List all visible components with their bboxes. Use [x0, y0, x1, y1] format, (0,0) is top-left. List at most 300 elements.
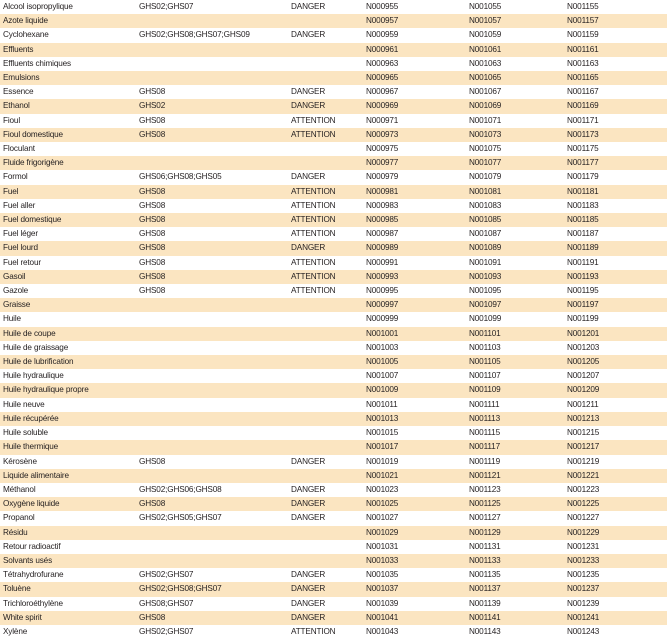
ghs-codes-cell: GHS08: [139, 286, 166, 296]
table-row: [0, 71, 667, 85]
ghs-codes-cell: [136, 554, 288, 568]
ghs-codes-cell: GHS02;GHS08;GHS07: [139, 584, 222, 594]
signal-word-cell: [288, 426, 363, 440]
table-row: [0, 540, 667, 554]
reference-3-cell: N001241: [567, 612, 600, 622]
signal-word-cell: [288, 71, 363, 85]
ghs-codes-cell: GHS08: [139, 115, 166, 125]
reference-1-cell: N000979: [366, 172, 399, 182]
signal-word-cell: DANGER: [291, 101, 326, 111]
reference-1-cell: N001043: [366, 626, 399, 636]
reference-2-cell: N001143: [469, 626, 501, 636]
table-row: [0, 28, 667, 42]
table-row: [0, 597, 667, 611]
table-row: [0, 156, 667, 170]
product-name-cell: Effluents chimiques: [3, 58, 71, 68]
reference-1-cell: N000965: [366, 73, 399, 83]
signal-word-cell: [288, 440, 363, 454]
signal-word-cell: [288, 341, 363, 355]
ghs-codes-cell: [136, 383, 288, 397]
reference-1-cell: N001013: [366, 413, 399, 423]
product-name-cell: Fuel léger: [3, 229, 38, 239]
ghs-codes-cell: GHS08: [139, 271, 166, 281]
product-name-cell: Huile soluble: [3, 428, 48, 438]
reference-1-cell: N000981: [366, 186, 399, 196]
product-name-cell: Fioul domestique: [3, 129, 63, 139]
reference-2-cell: N001141: [469, 612, 501, 622]
signal-word-cell: DANGER: [291, 598, 326, 608]
product-name-cell: Toluène: [3, 584, 31, 594]
signal-word-cell: DANGER: [291, 484, 326, 494]
signal-word-cell: [288, 14, 363, 28]
reference-3-cell: N001239: [567, 598, 600, 608]
reference-2-cell: N001121: [469, 470, 501, 480]
product-name-cell: Essence: [3, 87, 34, 97]
product-name-cell: Liquide alimentaire: [3, 470, 69, 480]
ghs-codes-cell: [136, 156, 288, 170]
signal-word-cell: DANGER: [291, 499, 326, 509]
reference-1-cell: N001019: [366, 456, 399, 466]
table-row: [0, 0, 667, 14]
reference-3-cell: N001191: [567, 257, 599, 267]
ghs-codes-cell: GHS02;GHS07: [139, 2, 194, 11]
reference-1-cell: N001003: [366, 342, 399, 352]
reference-2-cell: N001109: [469, 385, 501, 395]
reference-2-cell: N001093: [469, 271, 502, 281]
reference-2-cell: N001115: [469, 428, 500, 438]
table-row: [0, 241, 667, 255]
ghs-codes-cell: [136, 440, 288, 454]
reference-2-cell: N001077: [469, 158, 502, 168]
product-name-cell: Gasoil: [3, 271, 26, 281]
table-row: [0, 383, 667, 397]
ghs-codes-cell: GHS08: [139, 186, 166, 196]
signal-word-cell: [288, 298, 363, 312]
reference-2-cell: N001091: [469, 257, 502, 267]
reference-2-cell: N001097: [469, 300, 502, 310]
table-row: [0, 85, 667, 99]
reference-1-cell: N001001: [366, 328, 399, 338]
reference-2-cell: N001075: [469, 144, 502, 154]
product-name-cell: Huile de lubrification: [3, 357, 74, 367]
ghs-codes-cell: [136, 142, 288, 156]
product-name-cell: Méthanol: [3, 484, 36, 494]
reference-3-cell: N001169: [567, 101, 599, 111]
reference-3-cell: N001157: [567, 16, 599, 26]
reference-3-cell: N001197: [567, 300, 599, 310]
product-name-cell: Huile de graissage: [3, 342, 69, 352]
reference-3-cell: N001227: [567, 513, 600, 523]
reference-3-cell: N001223: [567, 484, 600, 494]
signal-word-cell: DANGER: [291, 456, 326, 466]
product-name-cell: Solvants usés: [3, 555, 53, 565]
product-name-cell: Trichloroéthylène: [3, 598, 63, 608]
ghs-codes-cell: GHS08: [139, 87, 166, 97]
product-name-cell: Fuel domestique: [3, 215, 62, 225]
reference-3-cell: N001211: [567, 399, 599, 409]
reference-1-cell: N000963: [366, 58, 399, 68]
product-name-cell: White spirit: [3, 612, 42, 622]
reference-1-cell: N000957: [366, 16, 399, 26]
reference-1-cell: N000987: [366, 229, 399, 239]
table-row: [0, 142, 667, 156]
product-name-cell: Fuel aller: [3, 200, 36, 210]
reference-2-cell: N001137: [469, 584, 501, 594]
signal-word-cell: [288, 526, 363, 540]
reference-3-cell: N001163: [567, 58, 599, 68]
reference-2-cell: N001061: [469, 44, 502, 54]
reference-1-cell: N001025: [366, 499, 399, 509]
reference-2-cell: N001119: [469, 456, 500, 466]
table-row: [0, 185, 667, 199]
signal-word-cell: [288, 412, 363, 426]
table-row: [0, 369, 667, 383]
table-row: [0, 14, 667, 28]
table-row: [0, 511, 667, 525]
reference-3-cell: N001189: [567, 243, 599, 253]
product-name-cell: Alcool isopropylique: [3, 2, 73, 11]
reference-3-cell: N001203: [567, 342, 600, 352]
table-row: [0, 114, 667, 128]
ghs-codes-cell: [136, 355, 288, 369]
reference-1-cell: N000977: [366, 158, 399, 168]
table-row: [0, 611, 667, 625]
signal-word-cell: ATTENTION: [291, 229, 336, 239]
reference-3-cell: N001201: [567, 328, 600, 338]
product-name-cell: Graisse: [3, 300, 31, 310]
product-name-cell: Résidu: [3, 527, 28, 537]
ghs-codes-cell: GHS08: [139, 129, 166, 139]
reference-3-cell: N001213: [567, 413, 600, 423]
reference-2-cell: N001123: [469, 484, 501, 494]
ghs-codes-cell: [136, 327, 288, 341]
signal-word-cell: ATTENTION: [291, 286, 336, 296]
reference-3-cell: N001187: [567, 229, 599, 239]
ghs-codes-cell: GHS08: [139, 229, 166, 239]
reference-3-cell: N001231: [567, 541, 600, 551]
ghs-codes-cell: [136, 312, 288, 326]
reference-1-cell: N000985: [366, 215, 399, 225]
signal-word-cell: DANGER: [291, 87, 326, 97]
product-name-cell: Cyclohexane: [3, 30, 49, 40]
signal-word-cell: ATTENTION: [291, 626, 336, 636]
table-row: [0, 526, 667, 540]
reference-1-cell: N000989: [366, 243, 399, 253]
product-name-cell: Huile récupérée: [3, 413, 59, 423]
ghs-codes-cell: [136, 14, 288, 28]
reference-1-cell: N001005: [366, 357, 399, 367]
table-row: [0, 398, 667, 412]
reference-1-cell: N001041: [366, 612, 399, 622]
reference-3-cell: N001185: [567, 215, 599, 225]
table-row: [0, 57, 667, 71]
reference-3-cell: N001235: [567, 570, 600, 580]
signal-word-cell: [288, 383, 363, 397]
reference-2-cell: N001129: [469, 527, 501, 537]
ghs-codes-cell: [136, 540, 288, 554]
ghs-codes-cell: [136, 341, 288, 355]
reference-2-cell: N001069: [469, 101, 502, 111]
reference-1-cell: N001015: [366, 428, 399, 438]
table-row: [0, 128, 667, 142]
signal-word-cell: [288, 312, 363, 326]
signal-word-cell: DANGER: [291, 612, 326, 622]
reference-1-cell: N001027: [366, 513, 399, 523]
table-row: [0, 327, 667, 341]
reference-1-cell: N001033: [366, 555, 399, 565]
table-row: [0, 625, 667, 639]
reference-1-cell: N000993: [366, 271, 399, 281]
reference-1-cell: N000991: [366, 257, 399, 267]
ghs-codes-cell: [136, 43, 288, 57]
reference-1-cell: N001031: [366, 541, 399, 551]
reference-2-cell: N001067: [469, 87, 502, 97]
signal-word-cell: ATTENTION: [291, 215, 336, 225]
signal-word-cell: ATTENTION: [291, 271, 336, 281]
reference-3-cell: N001199: [567, 314, 599, 324]
table-row: [0, 497, 667, 511]
reference-2-cell: N001107: [469, 371, 501, 381]
ghs-codes-cell: [136, 57, 288, 71]
product-name-cell: Huile: [3, 314, 21, 324]
ghs-codes-cell: GHS02;GHS07: [139, 570, 194, 580]
ghs-codes-cell: GHS08: [139, 499, 166, 509]
reference-2-cell: N001139: [469, 598, 501, 608]
ghs-codes-cell: GHS08: [139, 612, 166, 622]
table-row: [0, 582, 667, 596]
table-row: [0, 298, 667, 312]
ghs-codes-cell: [136, 469, 288, 483]
table-row: [0, 256, 667, 270]
reference-1-cell: N000975: [366, 144, 399, 154]
ghs-codes-cell: [136, 298, 288, 312]
ghs-codes-cell: [136, 426, 288, 440]
signal-word-cell: ATTENTION: [291, 115, 336, 125]
product-name-cell: Azote liquide: [3, 16, 48, 26]
product-name-cell: Huile hydraulique: [3, 371, 64, 381]
signal-word-cell: [288, 156, 363, 170]
reference-2-cell: N001079: [469, 172, 502, 182]
signal-word-cell: [288, 540, 363, 554]
signal-word-cell: [288, 57, 363, 71]
reference-2-cell: N001133: [469, 555, 501, 565]
ghs-codes-cell: GHS02;GHS06;GHS08: [139, 484, 222, 494]
signal-word-cell: [288, 554, 363, 568]
ghs-codes-cell: GHS02;GHS08;GHS07;GHS09: [139, 30, 250, 40]
reference-2-cell: N001057: [469, 16, 502, 26]
reference-2-cell: N001103: [469, 342, 501, 352]
table-row: [0, 455, 667, 469]
signal-word-cell: ATTENTION: [291, 186, 336, 196]
reference-3-cell: N001183: [567, 200, 599, 210]
reference-3-cell: N001161: [567, 44, 599, 54]
reference-2-cell: N001095: [469, 286, 502, 296]
reference-2-cell: N001089: [469, 243, 502, 253]
reference-1-cell: N000973: [366, 129, 399, 139]
signal-word-cell: DANGER: [291, 570, 326, 580]
table-row: [0, 170, 667, 184]
signal-word-cell: ATTENTION: [291, 257, 336, 267]
reference-1-cell: N001037: [366, 584, 399, 594]
reference-3-cell: N001237: [567, 584, 600, 594]
reference-2-cell: N001083: [469, 200, 502, 210]
product-name-cell: Retour radioactif: [3, 541, 61, 551]
reference-3-cell: N001193: [567, 271, 599, 281]
product-name-cell: Huile thermique: [3, 442, 59, 452]
product-name-cell: Tétrahydrofurane: [3, 570, 64, 580]
reference-3-cell: N001175: [567, 144, 599, 154]
product-name-cell: Xylène: [3, 626, 28, 636]
ghs-codes-cell: GHS02;GHS05;GHS07: [139, 513, 222, 523]
table-row: [0, 341, 667, 355]
ghs-codes-cell: GHS08: [139, 243, 166, 253]
product-name-cell: Gazole: [3, 286, 29, 296]
reference-2-cell: N001059: [469, 30, 502, 40]
reference-3-cell: N001195: [567, 286, 599, 296]
reference-2-cell: N001073: [469, 129, 502, 139]
table-row: [0, 355, 667, 369]
reference-1-cell: N000967: [366, 87, 399, 97]
reference-3-cell: N001243: [567, 626, 600, 636]
ghs-codes-cell: [136, 526, 288, 540]
reference-3-cell: N001155: [567, 2, 599, 11]
reference-1-cell: N001029: [366, 527, 399, 537]
signal-word-cell: DANGER: [291, 243, 326, 253]
reference-2-cell: N001101: [469, 328, 501, 338]
reference-1-cell: N001023: [366, 484, 399, 494]
product-name-cell: Huile de coupe: [3, 328, 56, 338]
reference-3-cell: N001159: [567, 30, 599, 40]
table-row: [0, 213, 667, 227]
reference-1-cell: N000961: [366, 44, 399, 54]
reference-2-cell: N001081: [469, 186, 502, 196]
reference-1-cell: N001039: [366, 598, 399, 608]
reference-2-cell: N001111: [469, 399, 500, 409]
reference-1-cell: N001011: [366, 399, 398, 409]
signal-word-cell: DANGER: [291, 584, 326, 594]
reference-3-cell: N001205: [567, 357, 600, 367]
signal-word-cell: [288, 469, 363, 483]
reference-3-cell: N001225: [567, 499, 600, 509]
table-row: [0, 426, 667, 440]
product-name-cell: Huile hydraulique propre: [3, 385, 89, 395]
reference-1-cell: N001007: [366, 371, 399, 381]
reference-3-cell: N001179: [567, 172, 599, 182]
table-row: [0, 412, 667, 426]
product-name-cell: Oxygène liquide: [3, 499, 60, 509]
reference-1-cell: N000983: [366, 200, 399, 210]
signal-word-cell: [288, 327, 363, 341]
table-row: [0, 270, 667, 284]
reference-2-cell: N001085: [469, 215, 502, 225]
signal-word-cell: [288, 355, 363, 369]
product-name-cell: Fuel: [3, 186, 19, 196]
reference-1-cell: N001017: [366, 442, 399, 452]
signal-word-cell: ATTENTION: [291, 200, 336, 210]
table-row: [0, 312, 667, 326]
reference-3-cell: N001167: [567, 87, 599, 97]
reference-1-cell: N000997: [366, 300, 399, 310]
reference-2-cell: N001099: [469, 314, 502, 324]
table-row: [0, 227, 667, 241]
reference-1-cell: N000971: [366, 115, 399, 125]
reference-2-cell: N001113: [469, 413, 500, 423]
reference-2-cell: N001087: [469, 229, 502, 239]
table-row: [0, 483, 667, 497]
reference-2-cell: N001135: [469, 570, 501, 580]
reference-3-cell: N001177: [567, 158, 599, 168]
reference-2-cell: N001117: [469, 442, 500, 452]
table-row: [0, 43, 667, 57]
product-name-cell: Fuel lourd: [3, 243, 38, 253]
signal-word-cell: [288, 142, 363, 156]
product-name-cell: Emulsions: [3, 73, 40, 83]
product-name-cell: Fioul: [3, 115, 20, 125]
reference-3-cell: N001229: [567, 527, 600, 537]
product-name-cell: Formol: [3, 172, 28, 182]
ghs-codes-cell: [136, 412, 288, 426]
reference-2-cell: N001127: [469, 513, 501, 523]
reference-2-cell: N001063: [469, 58, 502, 68]
reference-3-cell: N001173: [567, 129, 599, 139]
reference-1-cell: N000995: [366, 286, 399, 296]
product-name-cell: Floculant: [3, 144, 35, 154]
table-row: [0, 469, 667, 483]
ghs-codes-cell: GHS06;GHS08;GHS05: [139, 172, 222, 182]
ghs-codes-cell: GHS02: [139, 101, 166, 111]
reference-2-cell: N001131: [469, 541, 501, 551]
reference-2-cell: N001071: [469, 115, 502, 125]
table-row: [0, 554, 667, 568]
reference-3-cell: N001221: [567, 470, 600, 480]
reference-1-cell: N001009: [366, 385, 399, 395]
reference-3-cell: N001171: [567, 115, 599, 125]
reference-3-cell: N001217: [567, 442, 600, 452]
signal-word-cell: [288, 43, 363, 57]
product-name-cell: Ethanol: [3, 101, 30, 111]
signal-word-cell: DANGER: [291, 172, 326, 182]
ghs-codes-cell: GHS08: [139, 200, 166, 210]
reference-3-cell: N001219: [567, 456, 600, 466]
reference-2-cell: N001125: [469, 499, 501, 509]
table-row: [0, 99, 667, 113]
reference-2-cell: N001105: [469, 357, 501, 367]
reference-3-cell: N001209: [567, 385, 600, 395]
ghs-codes-cell: GHS08: [139, 257, 166, 267]
product-name-cell: Effluents: [3, 44, 34, 54]
reference-1-cell: N000969: [366, 101, 399, 111]
table-row: [0, 284, 667, 298]
signal-word-cell: DANGER: [291, 513, 326, 523]
ghs-codes-cell: [136, 398, 288, 412]
ghs-codes-cell: [136, 71, 288, 85]
product-name-cell: Huile neuve: [3, 399, 45, 409]
reference-2-cell: N001065: [469, 73, 502, 83]
reference-1-cell: N000959: [366, 30, 399, 40]
reference-3-cell: N001207: [567, 371, 600, 381]
table-row: [0, 440, 667, 454]
product-name-cell: Fuel retour: [3, 257, 41, 267]
reference-3-cell: N001181: [567, 186, 599, 196]
signal-word-cell: [288, 369, 363, 383]
table-row: [0, 568, 667, 582]
reference-2-cell: N001055: [469, 2, 502, 11]
signal-word-cell: [288, 398, 363, 412]
signal-word-cell: DANGER: [291, 30, 326, 40]
reference-3-cell: N001165: [567, 73, 599, 83]
product-name-cell: Kérosène: [3, 456, 37, 466]
signal-word-cell: DANGER: [291, 2, 326, 11]
